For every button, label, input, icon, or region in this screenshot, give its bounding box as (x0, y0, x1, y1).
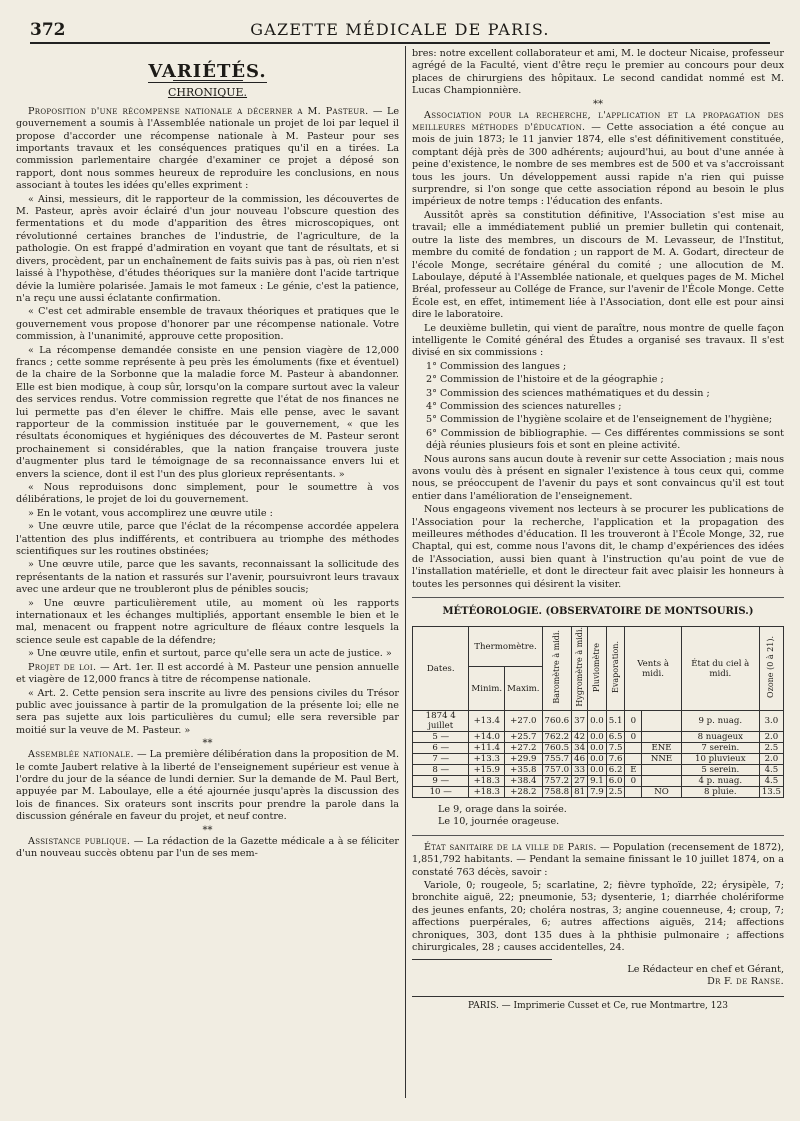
meteorology-rows (413, 711, 784, 798)
right-column (412, 48, 784, 1013)
meteo-cell-date: 9 — (413, 776, 469, 787)
assemblee-nationale: Assemblée nationale. — La première délibération dans la proposition de M. le comte Jaubert relative à la liberté de l'enseignement supérieur est venue à l'ordre du jour de la séance de lundi dernier. Sur la demande de M. Paul Bert, appuyée par M. Laboulaye, elle a été ajournée jusqu'après la discussion des lois de finances. Six orateurs sont inscrits pour prendre la parole dans la discussion générale en faveur du projet, et neuf contre. (16, 749, 399, 823)
meteo-cell-vent_f (625, 754, 642, 765)
assistance-publique: Assistance publique. — La rédaction de la Gazette médicale a à se féliciter d'un nouveau succès obtenu par l'un de ses mem- (16, 835, 399, 859)
meteo-cell-date: 8 — (413, 765, 469, 776)
col-pluviometre: Pluviomètre (588, 627, 607, 711)
meteo-cell-evap: 5.1 (606, 711, 625, 732)
meteo-cell-hygro: 27 (572, 776, 588, 787)
projet-de-loi-art2: « Art. 2. Cette pension sera inscrite au livre des pensions civiles du Trésor public avec jouissance à partir de la promulgation de la présente loi; elle ne sera pas sujette aux lois particulières du cumul; elle sera reversible par moitié sur la veuve de M. Pasteur. » (16, 687, 399, 736)
meteo-cell-evap: 7.6 (606, 754, 625, 765)
section-separator-stars: ** (593, 98, 603, 110)
section-rule (412, 835, 784, 836)
meteo-cell-vent_d (642, 732, 681, 743)
journal-title: GAZETTE MÉDICALE DE PARIS. (250, 20, 550, 39)
col-etat-ciel: État du ciel à midi. (681, 627, 759, 711)
section-title: VARIÉTÉS. (148, 61, 267, 82)
meteo-cell-pluvio: 0.0 (588, 754, 607, 765)
meteo-cell-pluvio: 9.1 (588, 776, 607, 787)
meteo-cell-ozone: 3.0 (759, 711, 783, 732)
association-conclusion: Nous aurons sans aucun doute à revenir sur cette Association ; mais nous avons voulu dès à présent en signaler l'existence à tous ceux qui, comme nous, se préoccupent de l'avenir du pays et sont convaincus qu'il est tout entier dans l'amélioration de l'enseignement. (412, 453, 784, 502)
meteo-cell-vent_f (625, 787, 642, 798)
commission-item: 1° Commission des langues ; (426, 360, 567, 372)
projet-de-loi-art1: Projet de loi. — Art. 1er. Il est accordé à M. Pasteur une pension annuelle et viagère de 12,000 francs à titre de récompense nationale. (16, 661, 400, 686)
meteo-cell-min: +14.0 (469, 732, 505, 743)
meteo-cell-ozone: 4.5 (759, 776, 783, 787)
nicaise-paragraph: bres: notre excellent collaborateur et ami, M. le docteur Nicaise, professeur agrégé de la Faculté, vient d'être reçu le premier au concours pour deux places de chirurgiens des hôpitaux. Le second candidat nommé est M. Lucas Championnière. (412, 48, 784, 97)
pasteur-report-5: » En le votant, vous accomplirez une œuvre utile : (28, 507, 273, 519)
pasteur-report-9: » Une œuvre utile, enfin et surtout, parce qu'elle sera un acte de justice. » (28, 648, 392, 660)
page-number: 372 (30, 20, 66, 40)
pasteur-report-3: « La récompense demandée consiste en une pension viagère de 12,000 francs ; cette somme représente à peu près les émoluments (fixe et éventuel) de la chaire de la Sorbonne que la maladie force M. Pasteur à abandonner. Elle est bien modique, à coup sûr, lorsqu'on la compare surtout avec la valeur des services rendus. Votre commission regrette que l'état de nos finances ne lui permette pas d'en élever le chiffre. Mais elle pense, avec le savant rapporteur de la commission instituée par le gouvernement, « que les résultats économiques et hygiéniques des découvertes de M. Pasteur seront prochainement si considérables, que la nation française trouvera juste d'augmenter plus tard le témoignage de sa reconnaissance envers lui et envers la science, dont il est l'un des plus glorieux représentants. » (16, 344, 399, 480)
meteo-cell-max: +29.9 (505, 754, 542, 765)
meteo-cell-evap: 7.5 (606, 743, 625, 754)
association-invitation: Nous engageons vivement nos lecteurs à se procurer les publications de l'Association pour la recherche, l'application et la propagation des meilleures méthodes d'éducation. Il les trouveront à l'École Monge, 32, rue Chaptal, qui est, comme nous l'avons dit, le champ d'expériences des idées de l'Association, aussi bien quant à l'instruction qu'au point de vue de l'installation matérielle, et dont le directeur fait avec plaisir les honneurs à toutes les personnes qui désirent la visiter. (412, 504, 784, 590)
meteo-cell-evap: 2.5 (606, 787, 625, 798)
meteorology-title: MÉTÉOROLOGIE. (OBSERVATOIRE DE MONTSOURIS.) (442, 606, 754, 618)
meteo-cell-baro: 762.2 (542, 732, 572, 743)
association-second-bulletin: Le deuxième bulletin, qui vient de paraître, nous montre de quelle façon intelligente le Comité général des Études a organisé ses travaux. Il s'est divisé en six commissions : (412, 322, 784, 359)
meteo-cell-vent_d: NNE (642, 754, 681, 765)
meteo-cell-etat: 4 p. nuag. (681, 776, 759, 787)
meteo-cell-baro: 758.8 (542, 787, 572, 798)
meteo-cell-hygro: 34 (572, 743, 588, 754)
meteo-cell-baro: 757.2 (542, 776, 572, 787)
association-bulletin: Aussitôt après sa constitution définitive, l'Association s'est mise au travail; elle a immédiatement publié un premier bulletin qui contenait, outre la liste des membres, un discours de M. Levasseur, de l'Institut, membre du comité de fondation ; un rapport de M. A. Godart, directeur de l'école Monge, secrétaire général du comité ; une allocution de M. Laboulaye, député à l'Assemblée nationale, et quelques pages de M. Michel Bréal, professeur au Collége de France, sur l'avenir de l'École Monge. Cette École est, en effet, intimement liée à l'Association, dont elle est pour ainsi dire le laboratoire. (412, 209, 784, 321)
meteo-row (413, 776, 784, 787)
col-dates: Dates. (413, 627, 469, 711)
printer-imprint: PARIS. — Imprimerie Cusset et Ce, rue Montmartre, 123 (412, 996, 784, 1012)
meteo-cell-max: +28.2 (505, 787, 542, 798)
column-divider (405, 46, 406, 1098)
meteo-note: Le 10, journée orageuse. (438, 816, 560, 828)
meteo-cell-etat: 7 serein. (681, 743, 759, 754)
signature-title: Le Rédacteur en chef et Gérant, (627, 963, 784, 975)
meteo-cell-evap: 6.2 (606, 765, 625, 776)
meteo-cell-hygro: 46 (572, 754, 588, 765)
section-separator-stars: ** (202, 738, 213, 750)
pasteur-report-8: » Une œuvre particulièrement utile, au moment où les rapports internationaux et les échanges multipliés, apportant ensemble le bien et le mal, menacent ou frappent notre agriculture de fléaux contre lesquels la science seule est capable de la défendre; (16, 597, 399, 646)
meteo-cell-pluvio: 0.0 (588, 765, 607, 776)
commission-item: 4° Commission des sciences naturelles ; (426, 400, 622, 412)
pasteur-report-6: » Une œuvre utile, parce que l'éclat de la récompense accordée appelera l'attention des plus indifférents, et contribuera au triomphe des méthodes scientifiques sur les routines obstinées; (16, 521, 399, 558)
meteo-cell-baro: 760.6 (542, 711, 572, 732)
meteo-cell-date: 10 — (413, 787, 469, 798)
commission-item: 2° Commission de l'histoire et de la géographie ; (426, 374, 664, 386)
meteo-cell-etat: 10 pluvieux (681, 754, 759, 765)
pasteur-report-2: « C'est cet admirable ensemble de travaux théoriques et pratiques que le gouvernement vous propose d'honorer par une récompense nationale. Votre commission, à l'unanimité, approuve cette proposition. (16, 306, 399, 343)
meteo-note: Le 9, orage dans la soirée. (438, 804, 567, 816)
meteo-cell-vent_d (642, 711, 681, 732)
col-thermometre: Thermomètre. (469, 627, 542, 667)
section-separator-stars: ** (202, 824, 213, 836)
meteo-row (413, 787, 784, 798)
signature-name: Dr F. de Ranse. (707, 975, 784, 987)
etat-sanitaire-detail: Variole, 0; rougeole, 5; scarlatine, 2; fièvre typhoïde, 22; érysipèle, 7; bronchite aiguë, 22; pneumonie, 53; dysenterie, 1; diarrhée cholériforme des jeunes enfants, 20; choléra nostras, 3; angine couenneuse, 4; croup, 7; affections puerpérales, 6; autres affections aiguës, 214; affections chroniques, 303, dont 135 dues à la phthisie pulmonaire ; affections chirurgicales, 28 ; causes accidentelles, 24. (412, 880, 784, 954)
meteo-cell-ozone: 2.0 (759, 732, 783, 743)
meteorology-table (412, 626, 784, 798)
meteo-cell-ozone: 2.5 (759, 743, 783, 754)
commission-item: 3° Commission des sciences mathématiques et du dessin ; (426, 387, 710, 399)
meteo-cell-ozone: 13.5 (759, 787, 783, 798)
meteo-cell-date: 5 — (413, 732, 469, 743)
meteo-row (413, 711, 784, 732)
col-ozone: Ozone (0 à 21). (759, 627, 783, 711)
meteo-cell-pluvio: 0.0 (588, 743, 607, 754)
col-evaporation: Évaporation. (606, 627, 625, 711)
meteo-cell-date: 7 — (413, 754, 469, 765)
meteo-cell-min: +18.3 (469, 787, 505, 798)
meteo-row (413, 754, 784, 765)
meteo-cell-baro: 755.7 (542, 754, 572, 765)
meteo-cell-date: 6 — (413, 743, 469, 754)
meteo-cell-max: +38.4 (505, 776, 542, 787)
col-vents: Vents à midi. (625, 627, 681, 711)
col-maxim: Maxim. (505, 667, 542, 711)
meteo-cell-hygro: 37 (572, 711, 588, 732)
meteo-cell-min: +13.3 (469, 754, 505, 765)
meteo-cell-etat: 8 nuageux (681, 732, 759, 743)
meteo-cell-hygro: 42 (572, 732, 588, 743)
meteo-cell-etat: 8 pluie. (681, 787, 759, 798)
meteo-cell-min: +13.4 (469, 711, 505, 732)
meteo-cell-hygro: 33 (572, 765, 588, 776)
meteo-cell-vent_f: 0 (625, 711, 642, 732)
col-hygrometre: Hygromètre à midi. (572, 627, 588, 711)
meteo-cell-ozone: 2.0 (759, 754, 783, 765)
meteo-cell-vent_f: E (625, 765, 642, 776)
commission-item: 5° Commission de l'hygiène scolaire et de l'enseignement de l'hygiène; (426, 414, 773, 426)
chronique-subtitle: CHRONIQUE. (167, 86, 248, 100)
meteo-cell-min: +18.3 (469, 776, 505, 787)
page-header (30, 18, 770, 44)
meteo-cell-min: +15.9 (469, 765, 505, 776)
col-barometre: Baromètre à midi. (542, 627, 572, 711)
meteo-cell-pluvio: 7.9 (588, 787, 607, 798)
association-intro: Association pour la recherche, l'application et la propagation des meilleures méthodes d'éducation. — Cette association a été conçue au mois de juin 1873; le 11 janvier 1874, elle s'est définitivement constituée, comptant déjà près de 300 adhérents; aujourd'hui, au bout d'une année à peine d'existence, le nombre de ses membres est de 500 et va s'accroissant tous les jours. Un développement aussi rapide n'a rien qui puisse surprendre, si l'on songe que cette association répond au besoin le plus impérieux de notre temps : l'éducation des enfants. (412, 109, 784, 208)
meteo-cell-max: +27.2 (505, 743, 542, 754)
meteo-cell-evap: 6.5 (606, 732, 625, 743)
meteo-cell-vent_d (642, 765, 681, 776)
pasteur-intro: Proposition d'une récompense nationale a décerner a M. Pasteur. — Le gouvernement a soumis à l'Assemblée nationale un projet de loi par lequel il propose d'accorder une récompense nationale à M. Pasteur pour ses importants travaux et les conséquences pratiques qu'il en a tirées. La commission parlementaire chargée d'examiner ce projet a déposé son rapport, dont nous sommes heureux de reproduire les conclusions, en nous associant à toutes les idées qu'elles expriment : (16, 105, 399, 192)
meteo-cell-etat: 5 serein. (681, 765, 759, 776)
pasteur-report-4: « Nous reproduisons donc simplement, pour le soumettre à vos délibérations, le projet de loi du gouvernement. (16, 482, 399, 506)
meteo-cell-vent_d (642, 776, 681, 787)
meteo-cell-vent_f (625, 743, 642, 754)
meteo-cell-max: +25.7 (505, 732, 542, 743)
meteo-cell-pluvio: 0.0 (588, 711, 607, 732)
signature-rule (412, 959, 552, 960)
meteo-cell-baro: 757.0 (542, 765, 572, 776)
meteo-cell-vent_d: ENE (642, 743, 681, 754)
meteo-cell-max: +27.0 (505, 711, 542, 732)
meteo-row (413, 743, 784, 754)
meteo-row (413, 732, 784, 743)
meteo-cell-ozone: 4.5 (759, 765, 783, 776)
meteo-cell-date: 1874 4 juillet (413, 711, 469, 732)
meteo-cell-baro: 760.5 (542, 743, 572, 754)
meteo-cell-max: +35.8 (505, 765, 542, 776)
pasteur-report-1: « Ainsi, messieurs, dit le rapporteur de la commission, les découvertes de M. Pasteur, après avoir éclairé d'un jour nouveau l'obscure question des fermentations et du mode d'apparition des êtres microscopiques, ont révolutionné certaines branches de l'industrie, de l'agriculture, de la pathologie. On est frappé d'admiration en voyant que tant de résultats, et si divers, procèdent, par un enchaînement de faits suivis pas à pas, où rien n'est laissé à l'hypothèse, d'études théoriques sur la manière dont l'acide tartrique dévie la lumière polarisée. Jamais le mot fameux : Le génie, c'est la patience, n'a reçu une aussi éclatante confirmation. (16, 193, 399, 304)
meteo-cell-evap: 6.0 (606, 776, 625, 787)
col-minim: Minim. (469, 667, 505, 711)
meteo-cell-vent_f: 0 (625, 732, 642, 743)
section-rule (412, 597, 784, 598)
commission-item: 6° Commission de bibliographie. — Ces différentes commissions se sont déjà réunies plusieurs fois et sont en pleine activité. (426, 427, 784, 452)
meteo-cell-hygro: 81 (572, 787, 588, 798)
meteo-cell-etat: 9 p. nuag. (681, 711, 759, 732)
meteo-row (413, 765, 784, 776)
meteo-cell-min: +11.4 (469, 743, 505, 754)
left-column (16, 48, 399, 861)
etat-sanitaire-intro: État sanitaire de la ville de Paris. — Population (recensement de 1872), 1,851,792 habitants. — Pendant la semaine finissant le 10 juillet 1874, on a constaté 763 décès, savoir : (412, 841, 784, 878)
meteo-cell-vent_f: 0 (625, 776, 642, 787)
pasteur-report-7: » Une œuvre utile, parce que les savants, reconnaissant la sollicitude des représentants de la nation et rassurés sur l'avenir, poursuivront leurs travaux avec une ardeur que ne troubleront plus de pénibles soucis; (16, 559, 399, 596)
meteo-cell-vent_d: NO (642, 787, 681, 798)
meteo-cell-pluvio: 0.0 (588, 732, 607, 743)
